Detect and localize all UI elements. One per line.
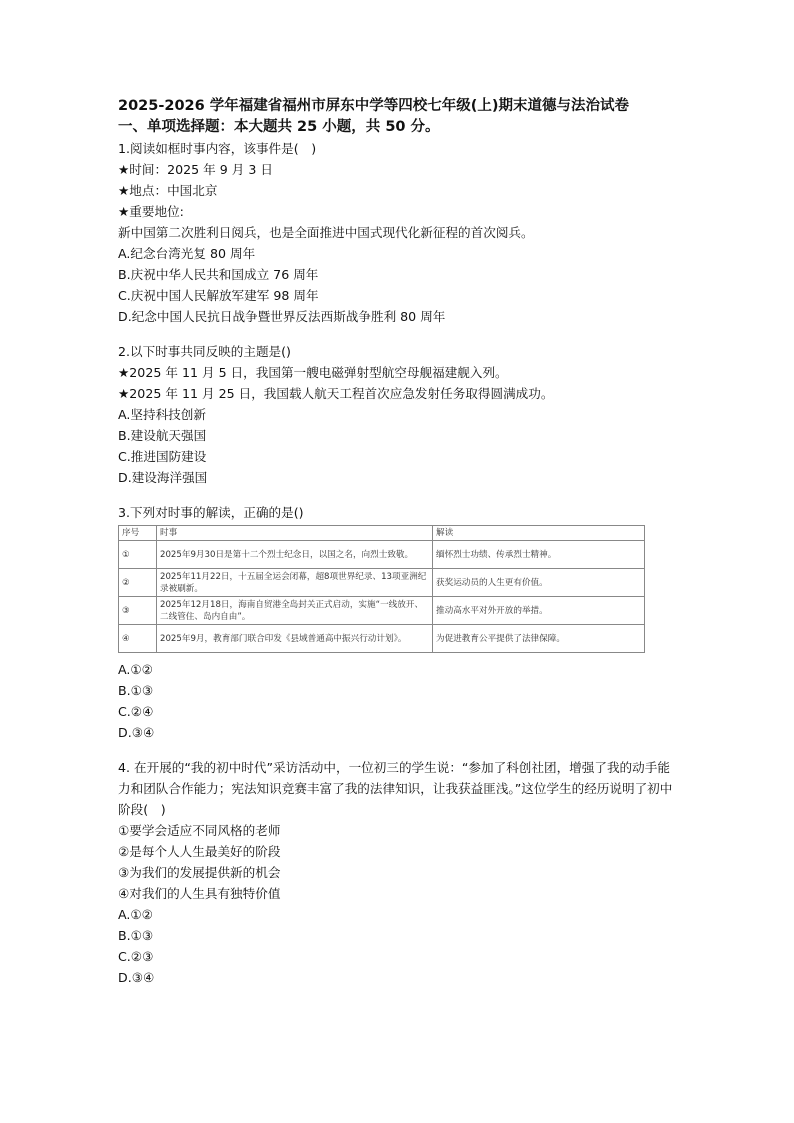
statement-item: ④对我们的人生具有独特价值	[118, 886, 281, 901]
fact-line: ★时间：2025 年 9 月 3 日	[118, 162, 273, 177]
statement-item: ②是每个人人生最美好的阶段	[118, 844, 281, 859]
fact-line: ★重要地位:	[118, 204, 184, 219]
question-2	[118, 341, 678, 488]
option-c: C.②③	[118, 949, 154, 964]
question-stem: 3.下列对时事的解读，正确的是()	[118, 505, 304, 520]
option-b: B.建设航天强国	[118, 428, 207, 443]
table-cell: ①	[119, 541, 157, 569]
option-d: D.建设海洋强国	[118, 470, 208, 485]
fact-line: ★2025 年 11 月 25 日，我国载人航天工程首次应急发射任务取得圆满成功。	[118, 386, 554, 401]
column-header: 序号	[119, 526, 157, 541]
question-stem: 1.阅读如框时事内容，该事件是( )	[118, 141, 317, 156]
section-heading: 一、单项选择题：本大题共 25 小题，共 50 分。	[118, 119, 440, 135]
fact-line: ★地点：中国北京	[118, 183, 218, 198]
option-b: B.庆祝中华人民共和国成立 76 周年	[118, 267, 319, 282]
option-d: D.③④	[118, 970, 155, 985]
option-c: C.推进国防建设	[118, 449, 207, 464]
option-b: B.①③	[118, 928, 154, 943]
table-cell: ②	[119, 569, 157, 597]
fact-line: ★2025 年 11 月 5 日，我国第一艘电磁弹射型航空母舰福建舰入列。	[118, 365, 508, 380]
table-row	[119, 625, 645, 653]
option-c: C.②④	[118, 704, 154, 719]
table-cell: 为促进教育公平提供了法律保障。	[433, 625, 645, 653]
option-a: A.①②	[118, 662, 153, 677]
table-cell: 2025年12月18日，海南自贸港全岛封关正式启动，实施“一线放开、二线管住、岛内自由”。	[157, 597, 433, 625]
question-3	[118, 502, 678, 743]
news-table	[118, 525, 645, 653]
option-d: D.纪念中国人民抗日战争暨世界反法西斯战争胜利 80 周年	[118, 309, 446, 324]
option-d: D.③④	[118, 725, 155, 740]
table-cell: 2025年9月，教育部门联合印发《县域普通高中振兴行动计划》。	[157, 625, 433, 653]
fact-line: 新中国第二次胜利日阅兵，也是全面推进中国式现代化新征程的首次阅兵。	[118, 225, 534, 240]
table-header-row	[119, 526, 645, 541]
table-cell: 推动高水平对外开放的举措。	[433, 597, 645, 625]
question-4	[118, 757, 678, 988]
question-stem: 4. 在开展的“我的初中时代”采访活动中，一位初三的学生说：“参加了科创社团，增强了我的动手能力和团队合作能力；宪法知识竞赛丰富了我的法律知识，让我获益匪浅。”这位学生的经历说明了初中阶段( )	[118, 760, 673, 817]
table-row	[119, 569, 645, 597]
column-header: 解读	[433, 526, 645, 541]
table-cell: 2025年11月22日，十五届全运会闭幕，超8项世界纪录、13项亚洲纪录被刷新。	[157, 569, 433, 597]
question-1	[118, 138, 678, 327]
option-a: A.坚持科技创新	[118, 407, 206, 422]
table-cell: ④	[119, 625, 157, 653]
table-cell: 2025年9月30日是第十二个烈士纪念日，以国之名，向烈士致敬。	[157, 541, 433, 569]
exam-page	[118, 96, 678, 988]
statement-item: ①要学会适应不同风格的老师	[118, 823, 281, 838]
option-b: B.①③	[118, 683, 154, 698]
question-stem: 2.以下时事共同反映的主题是()	[118, 344, 291, 359]
table-row	[119, 597, 645, 625]
table-row	[119, 541, 645, 569]
statement-item: ③为我们的发展提供新的机会	[118, 865, 281, 880]
table-cell: 缅怀烈士功绩、传承烈士精神。	[433, 541, 645, 569]
option-c: C.庆祝中国人民解放军建军 98 周年	[118, 288, 319, 303]
table-cell: ③	[119, 597, 157, 625]
option-a: A.纪念台湾光复 80 周年	[118, 246, 256, 261]
option-a: A.①②	[118, 907, 153, 922]
column-header: 时事	[157, 526, 433, 541]
table-cell: 获奖运动员的人生更有价值。	[433, 569, 645, 597]
exam-title: 2025-2026 学年福建省福州市屏东中学等四校七年级(上)期末道德与法治试卷	[118, 98, 630, 114]
